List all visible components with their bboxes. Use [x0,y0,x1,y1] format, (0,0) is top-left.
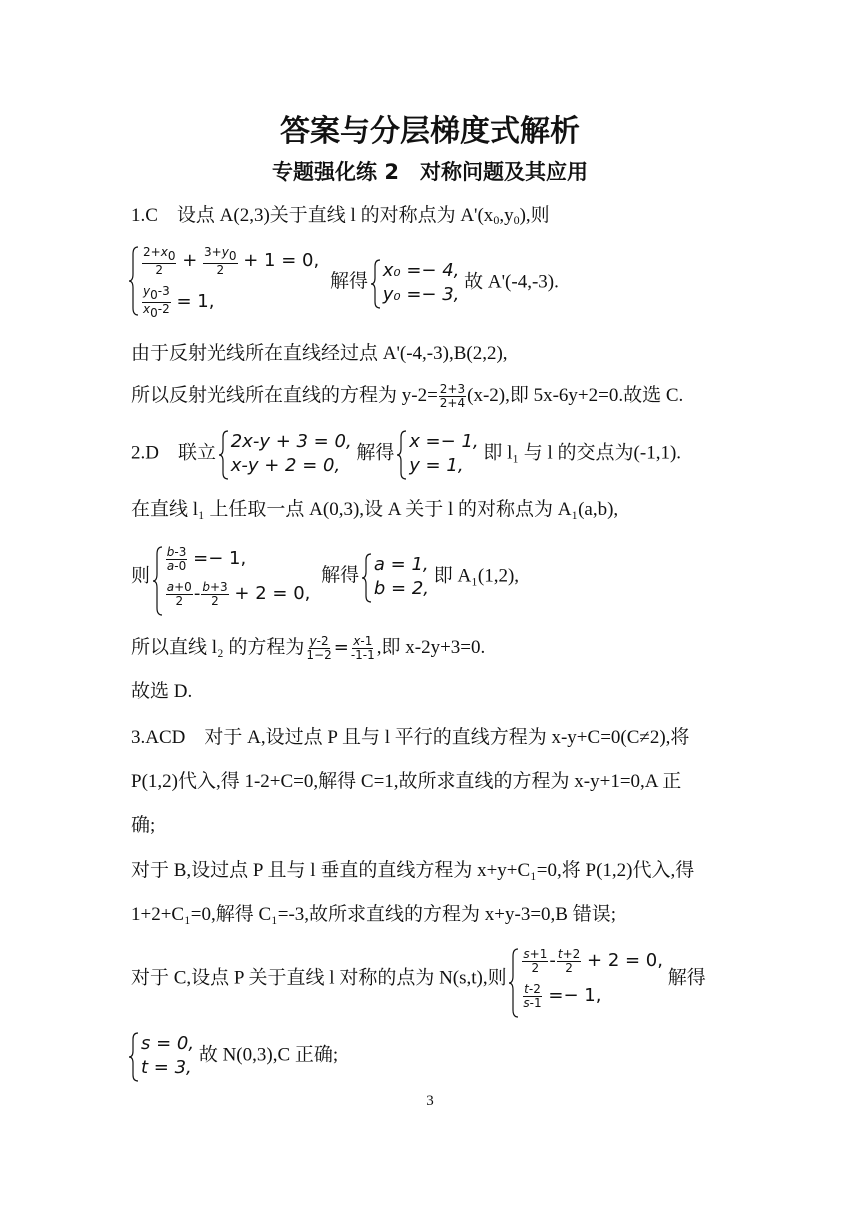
q3-line7: s = 0, t = 3, 故 N(0,3),C 正确; [131,1032,338,1080]
q2-line3: 则 $\frac{b-3}{a-0}$ =− 1, $\frac{a+0}{2}$ - $\frac{b+3}{2}$ + 2 = 0, 解得 a = 1, b = 2, 即 A₁(1,2), [131,546,519,608]
q2-line4: 所以直线 l₂ 的方程为 $\frac{y-2}{1-2}$ = $\frac{x-1}{-1-1}$ ,即 x-2y+3=0. [131,634,486,663]
left-brace-icon [129,246,139,316]
q3-line6: 对于 C,设点 P 关于直线 l 对称的点为 N(s,t),则 $\frac{s+1}{2}$ - $\frac{t+2}{2}$ + 2 = 0, $\frac{t-2}{s-1}$ =− 1, 解得 [131,948,706,1010]
left-brace-icon [219,430,229,480]
q2-system-2: $\frac{b-3}{a-0}$ =− 1, $\frac{a+0}{2}$ - $\frac{b+3}{2}$ + 2 = 0, [155,546,311,608]
q2-system: 2x-y + 3 = 0, x-y + 2 = 0, [221,430,352,478]
left-brace-icon [509,948,519,1018]
q3-line4: 对于 B,设过点 P 且与 l 垂直的直线方程为 x+y+C₁=0,将 P(1,2)代入,得 [131,860,695,881]
q2-solution-system: x =− 1, y = 1, [399,430,478,478]
left-brace-icon [362,553,372,603]
q3-solution-system: s = 0, t = 3, [131,1032,194,1080]
q1-line2: 由于反射光线所在直线经过点 A'(-4,-3),B(2,2), [131,343,508,364]
page-title: 答案与分层梯度式解析 [280,114,580,149]
left-brace-icon [153,546,163,616]
q2-line1: 2.D 联立 2x-y + 3 = 0, x-y + 2 = 0, 解得 x =− 1, y = 1, 即 l₁ 与 l 的交点为(-1,1). [131,430,681,478]
section-subtitle: 专题强化练 2 对称问题及其应用 [272,160,588,184]
page-number: 3 [426,1093,434,1109]
q2-solution-system-2: a = 1, b = 2, [364,553,429,601]
q3-line3: 确; [131,815,156,836]
q2-line5: 故选 D. [131,681,193,702]
q1-intro: 1.C 设点 A(2,3)关于直线 l 的对称点为 $A'(x_0,y_0)$,则 [131,205,550,227]
left-brace-icon [129,1032,139,1082]
q3-line2: P(1,2)代入,得 1-2+C=0,解得 C=1,故所求直线的方程为 x-y+1=0,A 正 [131,771,682,792]
left-brace-icon [371,259,381,309]
q3-system: $\frac{s+1}{2}$ - $\frac{t+2}{2}$ + 2 = 0, $\frac{t-2}{s-1}$ =− 1, [511,948,663,1010]
q3-line5: 1+2+C₁=0,解得 C₁=-3,故所求直线的方程为 x+y-3=0,B 错误; [131,904,616,925]
q1-system: $\frac{2+x0}{2}$ + $\frac{3+y0}{2}$ + 1 = 0, $\frac{y0-3}{x0-2}$ = 1, [131,246,319,320]
q1-solution-system: x₀ =− 4, y₀ =− 3, [373,259,460,307]
q2-line2: 在直线 l₁ 上任取一点 A(0,3),设 A 关于 l 的对称点为 A₁(a,b), [131,499,619,520]
q1-system-line: $\frac{2+x0}{2}$ + $\frac{3+y0}{2}$ + 1 = 0, $\frac{y0-3}{x0-2}$ = 1, 解得 x₀ =− 4, y₀ =− 3, 故 A'(-4,-3). [131,246,559,320]
q3-line1: 3.ACD 对于 A,设过点 P 且与 l 平行的直线方程为 x-y+C=0(C≠2),将 [131,727,690,748]
left-brace-icon [397,430,407,480]
q1-line3: 所以反射光线所在直线的方程为 y-2= $\frac{2+3}{2+4}$ (x-2),即 5x-6y+2=0.故选 C. [131,382,684,411]
